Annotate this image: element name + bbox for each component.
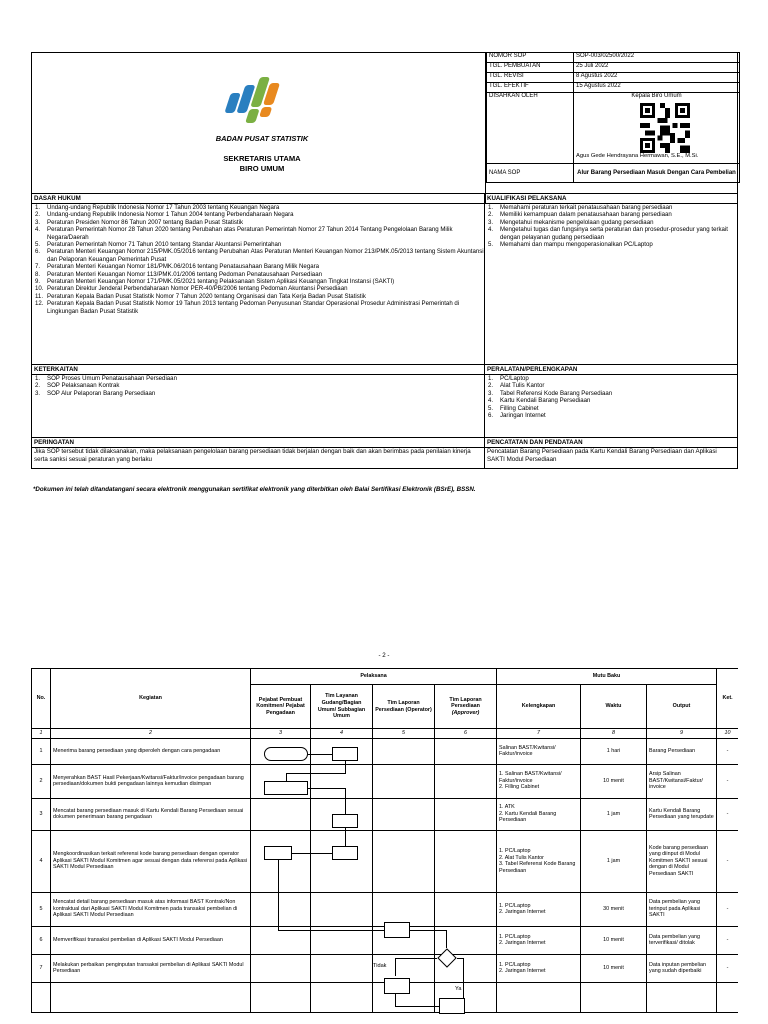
- cell-no: 1: [32, 738, 51, 764]
- cell-ket: -: [717, 926, 738, 954]
- cell-kel: 1. PC/Laptop 2. Alat Tulis Kantor 3. Tabel Referensi Kode Barang Persediaan: [497, 830, 581, 892]
- buat-value: 25 Juli 2022: [574, 63, 740, 73]
- cell-keg: Memverifikasi transaksi pembelian di Aplikasi SAKTI Modul Persediaan: [51, 926, 251, 954]
- column-number: 4: [311, 729, 373, 739]
- list-item-number: 4.: [35, 226, 41, 234]
- nama-value: Alur Barang Persediaan Masuk Dengan Cara Pembelian: [574, 164, 740, 183]
- dasar-hukum-title: DASAR HUKUM: [32, 194, 484, 204]
- lane-cell: [251, 798, 311, 830]
- list-item: [35, 226, 484, 241]
- column-number: 3: [251, 729, 311, 739]
- h-p2: Tim Layanan Gudang/Bagian Umum/ Subbagian Umum: [311, 685, 373, 729]
- lane-cell: [435, 798, 497, 830]
- cell-waktu: 1 jam: [581, 830, 647, 892]
- list-item: [35, 263, 484, 270]
- list-item-text: Alat Tulis Kantor: [500, 382, 545, 390]
- qr-code-icon: [640, 103, 690, 153]
- list-item-number: 3.: [35, 389, 41, 397]
- lane-cell: [311, 926, 373, 954]
- list-item-number: 2.: [488, 211, 494, 219]
- cell-out: Data pembelian yang terinput pada Aplikasi SAKTI: [647, 892, 717, 926]
- lane-cell: [311, 954, 373, 982]
- list-item: [488, 412, 737, 419]
- cell-waktu: 30 menit: [581, 892, 647, 926]
- pencatatan-title: PENCATATAN DAN PENDATAAN: [485, 438, 737, 448]
- h-p1: Pejabat Pembuat Komitmen/ Pejabat Pengadaan: [251, 685, 311, 729]
- cell-out: Arsip Salinan BAST/Kwitansi/Faktur/ invoice: [647, 764, 717, 798]
- list-item: [35, 293, 484, 300]
- list-item-number: 5.: [488, 404, 494, 412]
- column-number: 5: [373, 729, 435, 739]
- list-item: [488, 375, 737, 382]
- nomor-label: NOMOR SOP: [487, 53, 574, 63]
- h-no: No.: [32, 669, 51, 729]
- lane-cell: [435, 764, 497, 798]
- sah-label: DISAHKAN OLEH: [487, 93, 574, 164]
- list-item-text: Peraturan Kepala Badan Pusat Statistik Nomor 7 Tahun 2020 tentang Organisasi dan Tata Kerja Badan Pusat Statistik: [47, 292, 366, 300]
- list-item: [488, 219, 737, 226]
- list-item: [35, 271, 484, 278]
- keterkaitan-section: [31, 364, 485, 438]
- column-number: 7: [497, 729, 581, 739]
- lane-cell: [251, 892, 311, 926]
- list-item-text: Jaringan Internet: [500, 412, 546, 420]
- h-p4b: (Approver): [451, 709, 480, 716]
- cell-waktu: 10 menit: [581, 926, 647, 954]
- cell-kel: Salinan BAST/Kwitansi/ Faktur/invoice: [497, 738, 581, 764]
- lane-cell: [311, 764, 373, 798]
- list-item-text: Peraturan Pemerintah Nomor 71 Tahun 2010 tentang Standar Akuntansi Pemerintahan: [47, 241, 282, 249]
- lane-cell: [251, 830, 311, 892]
- lane-cell: [435, 830, 497, 892]
- keterkaitan-title: KETERKAITAN: [32, 365, 484, 375]
- lane-cell: [311, 830, 373, 892]
- cell-keg: Mengkoordinasikan terkait referensi kode barang persediaan dengan operator Aplikasi SAKTI Modul Komitmen agar sesuai dengan data referensi pada Aplikasi SAKTI Modul Persediaan: [51, 830, 251, 892]
- cell-no: 7: [32, 954, 51, 982]
- peringatan-title: PERINGATAN: [32, 438, 484, 448]
- column-number: 2: [51, 729, 251, 739]
- list-item: [488, 405, 737, 412]
- column-number-row: [32, 729, 739, 739]
- lane-cell: [373, 954, 435, 982]
- h-p4: [435, 685, 497, 729]
- peralatan-list: [485, 375, 737, 419]
- list-item-number: 5.: [35, 241, 41, 249]
- lane-cell: [251, 764, 311, 798]
- list-item-text: SOP Pelaksanaan Kontrak: [47, 382, 120, 390]
- list-item-number: 2.: [488, 382, 494, 390]
- table-row: [32, 738, 739, 764]
- cell-waktu: 10 menit: [581, 954, 647, 982]
- lane-cell: [251, 738, 311, 764]
- list-item-text: Undang-undang Republik Indonesia Nomor 1 Tahun 2004 tentang Perbendaharaan Negara: [47, 211, 294, 219]
- kualifikasi-section: [484, 193, 738, 365]
- list-item-text: Kartu Kendali Barang Persediaan: [500, 397, 591, 405]
- sah-name: Agus Gede Hendrayana Hermawan, S.E., M.Si.: [576, 153, 699, 159]
- list-item: [35, 390, 484, 397]
- list-item-number: 1.: [35, 204, 41, 211]
- peringatan-section: [31, 437, 485, 469]
- list-item-number: 6.: [488, 412, 494, 420]
- kualifikasi-list: [485, 204, 737, 248]
- cell-no: 4: [32, 830, 51, 892]
- label-ya: Ya: [455, 986, 462, 992]
- table-row: [32, 926, 739, 954]
- lane-cell: [251, 926, 311, 954]
- flow-table-wrap: [31, 668, 738, 1024]
- list-item-number: 7.: [35, 263, 41, 271]
- list-item: [35, 241, 484, 248]
- cell-kel: 1. Salinan BAST/Kwitansi/ Faktur/invoice 2. Filling Cabinet: [497, 764, 581, 798]
- list-item: [488, 204, 737, 211]
- lane-cell: [373, 926, 435, 954]
- list-item-text: Mengetahui tugas dan fungsinya serta peraturan dan prosedur-prosedur yang terkait dengan pelayanan gudang persediaan: [500, 226, 728, 241]
- list-item-number: 3.: [488, 218, 494, 226]
- cell-out: Data inputan pembelian yang sudah diperbaiki: [647, 954, 717, 982]
- cell-kel: 1. ATK 2. Kartu Kendali Barang Persediaan: [497, 798, 581, 830]
- cell-waktu: 1 jam: [581, 798, 647, 830]
- table-row: [32, 830, 739, 892]
- column-number: 1: [32, 729, 51, 739]
- lane-cell: [373, 738, 435, 764]
- org-name: BADAN PUSAT STATISTIK: [215, 134, 309, 143]
- cell-out: Data pembelian yang terverifikasi/ ditolak: [647, 926, 717, 954]
- cell-keg: Melakukan perbaikan penginputan transaksi pembelian di Aplikasi SAKTI Modul Persediaan: [51, 954, 251, 982]
- list-item: [35, 204, 484, 211]
- list-item-text: Peraturan Direktur Jenderal Perbendaharaan Nomor PER-40/PB/2006 tentang Pedoman Akuntansi Persediaan: [47, 285, 348, 293]
- dasar-hukum-list: [32, 204, 484, 315]
- cell-no: 6: [32, 926, 51, 954]
- h-waktu: Waktu: [581, 685, 647, 729]
- list-item-text: Peraturan Menteri Keuangan Nomor 113/PMK.01/2006 tentang Pedoman Penatausahaan Persediaan: [47, 270, 322, 278]
- list-item-text: Filling Cabinet: [500, 404, 539, 412]
- list-item: [488, 211, 737, 218]
- list-item-text: Memiliki kemampuan dalam penatausahaan barang persediaan: [500, 211, 672, 219]
- cell-keg: Mencatat barang persediaan masuk di Kartu Kendali Barang Persediaan sesuai dokumen penerimaan barang pengadaan: [51, 798, 251, 830]
- cell-out: Kartu Kendali Barang Persediaan yang terupdate: [647, 798, 717, 830]
- cell-out: Kode barang persediaan yang diinput di Modul Komitmen SAKTI sesuai dengan di Modul Persediaan SAKTI: [647, 830, 717, 892]
- h-mutu: Mutu Baku: [497, 669, 717, 685]
- dasar-hukum-section: [31, 193, 485, 365]
- list-item: [35, 382, 484, 389]
- column-number: 9: [647, 729, 717, 739]
- cell-ket: -: [717, 892, 738, 926]
- column-number: 10: [717, 729, 738, 739]
- cell-no: 2: [32, 764, 51, 798]
- list-item: [35, 278, 484, 285]
- list-item: [35, 285, 484, 292]
- list-item-text: SOP Proses Umum Penatausahaan Persediaan: [47, 375, 177, 382]
- lane-cell: [435, 926, 497, 954]
- h-p3: Tim Laporan Persediaan (Operator): [373, 685, 435, 729]
- pencatatan-text: Pencatatan Barang Persediaan pada Kartu Kendali Barang Persediaan dan Aplikasi SAKTI Modul Persediaan: [487, 448, 717, 463]
- cell-ket: -: [717, 798, 738, 830]
- list-item-number: 1.: [488, 375, 494, 382]
- footnote: *Dokumen ini telah ditandatangani secara elektronik menggunakan sertifikat elektronik yang diterbitkan oleh Balai Sertifikasi Elektronik (BSrE), BSSN.: [33, 486, 476, 493]
- flow-table: [31, 668, 738, 1013]
- list-item: [488, 226, 737, 241]
- list-item-text: SOP Alur Pelaporan Barang Persediaan: [47, 389, 156, 397]
- revisi-label: TGL. REVISI: [487, 73, 574, 83]
- peralatan-title: PERALATAN/PERLENGKAPAN: [485, 365, 737, 375]
- sop-meta: [485, 52, 739, 204]
- list-item: [35, 211, 484, 218]
- list-item-text: Peraturan Presiden Nomor 86 Tahun 2007 tentang Badan Pusat Statistik: [47, 218, 244, 226]
- list-item-number: 1.: [35, 375, 41, 382]
- list-item: [35, 219, 484, 226]
- h-kegiatan: Kegiatan: [51, 669, 251, 729]
- cell-kel: 1. PC/Laptop 2. Jaringan Internet: [497, 954, 581, 982]
- h-ket: Ket.: [717, 669, 738, 729]
- list-item-number: 9.: [35, 278, 41, 286]
- list-item-number: 4.: [488, 226, 494, 234]
- list-item: [35, 248, 484, 263]
- cell-waktu: 1 hari: [581, 738, 647, 764]
- h-p4a: Tim Laporan Persediaan: [449, 696, 482, 710]
- list-item-number: 10.: [35, 285, 44, 293]
- list-item-text: Memahami dan mampu mengoperasionalkan PC/Laptop: [500, 241, 653, 249]
- lane-cell: [311, 892, 373, 926]
- list-item: [488, 397, 737, 404]
- list-item: [488, 241, 737, 248]
- peralatan-section: [484, 364, 738, 438]
- cell-keg: Mencatat detail barang persediaan masuk atas informasi BAST Kontrak/Non kontraktual dari Aplikasi SAKTI Modul Komitmen pada transaksi pembelian di Aplikasi SAKTI Modul Persediaan: [51, 892, 251, 926]
- h-kel: Kelengkapan: [497, 685, 581, 729]
- cell-ket: -: [717, 764, 738, 798]
- cell-kel: 1. PC/Laptop 2. Jaringan Internet: [497, 892, 581, 926]
- list-item-number: 6.: [35, 248, 41, 256]
- pencatatan-section: [484, 437, 738, 469]
- cell-no: 5: [32, 892, 51, 926]
- list-item-text: Peraturan Menteri Keuangan Nomor 181/PMK.06/2016 tentang Penatausahaan Barang Milik Negara: [47, 263, 320, 271]
- list-item-number: 12.: [35, 300, 44, 308]
- org-unit-1: SEKRETARIS UTAMA: [223, 154, 301, 163]
- lane-cell: [311, 798, 373, 830]
- list-item-number: 3.: [488, 389, 494, 397]
- lane-cell: [435, 738, 497, 764]
- column-number: 6: [435, 729, 497, 739]
- keterkaitan-list: [32, 375, 484, 397]
- list-item: [488, 382, 737, 389]
- sah-title: Kepala Biro Umum: [631, 93, 682, 99]
- cell-kel: 1. PC/Laptop 2. Jaringan Internet: [497, 926, 581, 954]
- list-item-text: Undang-undang Republik Indonesia Nomor 17 Tahun 2003 tentang Keuangan Negara: [47, 204, 280, 211]
- org-unit-2: BIRO UMUM: [239, 164, 285, 173]
- bps-logo-icon: [220, 71, 290, 131]
- cell-waktu: 10 menit: [581, 764, 647, 798]
- list-item: [488, 390, 737, 397]
- lane-cell: [435, 954, 497, 982]
- cell-ket: -: [717, 738, 738, 764]
- list-item-number: 5.: [488, 241, 494, 249]
- list-item-number: 2.: [35, 211, 41, 219]
- efektif-label: TGL. EFEKTIF: [487, 83, 574, 93]
- lane-cell: [435, 892, 497, 926]
- nama-label: NAMA SOP: [487, 164, 574, 183]
- column-number: 8: [581, 729, 647, 739]
- cell-no: 3: [32, 798, 51, 830]
- sop-header: [31, 52, 738, 204]
- list-item-text: Tabel Referensi Kode Barang Persediaan: [500, 389, 613, 397]
- h-pelaksana: Pelaksana: [251, 669, 497, 685]
- lane-cell: [311, 738, 373, 764]
- list-item-number: 3.: [35, 218, 41, 226]
- label-tidak: Tidak: [373, 963, 387, 969]
- table-row: [32, 798, 739, 830]
- nomor-value: SOP-003/02500/2022: [574, 53, 740, 63]
- cell-keg: Menyerahkan BAST Hasil Pekerjaan/Kwitansi/Faktur/invoice pengadaan barang persediaan/dokumen bukti pengadaan lainnya kemudian disimpan: [51, 764, 251, 798]
- list-item-text: Peraturan Pemerintah Nomor 28 Tahun 2020 tentang Perubahan atas Peraturan Pemerintah Nomor 27 Tahun 2014 Tentang Pengelolaan Barang Milik Negara/Daerah: [47, 226, 453, 241]
- page-number: - 2 -: [378, 652, 390, 659]
- table-row: [32, 982, 739, 1012]
- list-item-text: Peraturan Kepala Badan Pusat Statistik Nomor 19 Tahun 2013 tentang Pedoman Penyusunan Standar Operasional Prosedur Administrasi Pemerintah di Lingkungan Badan Pusat Statistik: [47, 300, 460, 315]
- list-item: [35, 300, 484, 315]
- table-row: [32, 954, 739, 982]
- list-item-number: 8.: [35, 270, 41, 278]
- lane-cell: [373, 892, 435, 926]
- list-item-number: 2.: [35, 382, 41, 390]
- list-item-number: 4.: [488, 397, 494, 405]
- list-item-number: 11.: [35, 292, 44, 300]
- list-item-text: Memahami peraturan terkait penatausahaan barang persediaan: [500, 204, 673, 211]
- lane-cell: [373, 798, 435, 830]
- lane-cell: [373, 764, 435, 798]
- cell-out: Barang Persediaan: [647, 738, 717, 764]
- h-output: Output: [647, 685, 717, 729]
- cell-ket: -: [717, 830, 738, 892]
- list-item-text: Peraturan Menteri Keuangan Nomor 171/PMK.05/2021 tentang Pelaksanaan Sistem Aplikasi Keuangan Tingkat Instansi (SAKTI): [47, 278, 395, 286]
- list-item-number: 1.: [488, 204, 494, 211]
- list-item-text: Mengetahui mekanisme pengelolaan gudang persediaan: [500, 218, 654, 226]
- cell-keg: Menerima barang persediaan yang diperoleh dengan cara pengadaan: [51, 738, 251, 764]
- cell-ket: -: [717, 954, 738, 982]
- list-item-text: PC/Laptop: [500, 375, 529, 382]
- lane-cell: [373, 830, 435, 892]
- kualifikasi-title: KUALIFIKASI PELAKSANA: [485, 194, 737, 204]
- table-row: [32, 892, 739, 926]
- table-row: [32, 764, 739, 798]
- revisi-value: 8 Agustus 2022: [574, 73, 740, 83]
- list-item-text: Peraturan Menteri Keuangan Nomor 215/PMK.05/2016 tentang Perubahan Atas Peraturan Menteri Keuangan Nomor 213/PMK.05/2013 tentang Sistem Akuntansi dan Pelaporan Keuangan Pemerintah Pusat: [47, 248, 484, 263]
- lane-cell: [251, 954, 311, 982]
- list-item: [35, 375, 484, 382]
- peringatan-text: Jika SOP tersebut tidak dilaksanakan, maka pelaksanaan pengelolaan barang persediaan tidak berjalan dengan baik dan akan berimbas pada penilaian kinerja serta sanksi sesuai peraturan yang berlaku: [34, 448, 471, 463]
- buat-label: TGL. PEMBUATAN: [487, 63, 574, 73]
- efektif-value: 15 Agustus 2022: [574, 83, 740, 93]
